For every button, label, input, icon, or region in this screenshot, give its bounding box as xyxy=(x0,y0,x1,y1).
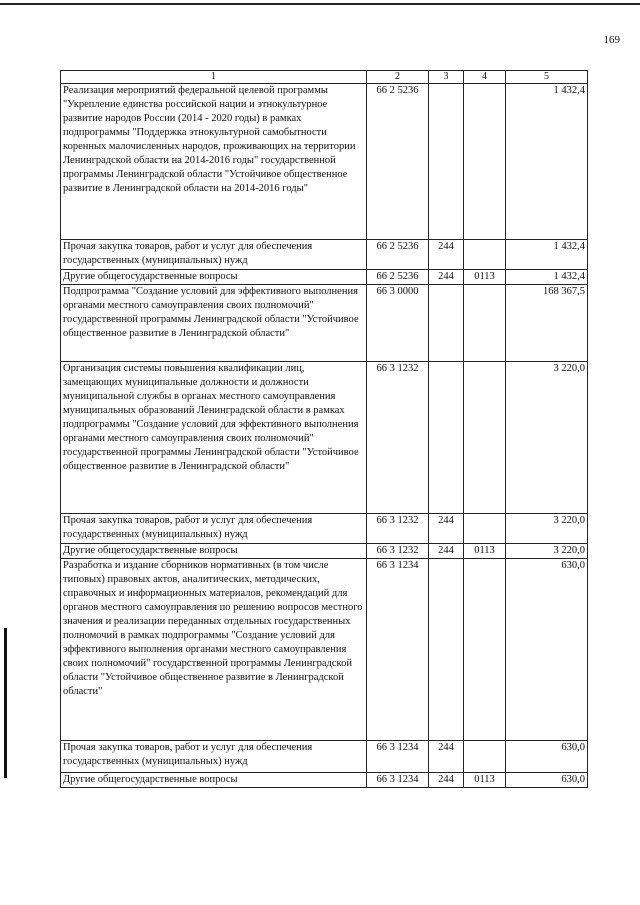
row-rz xyxy=(464,741,506,773)
table-row xyxy=(61,514,588,544)
row-sum: 630,0 xyxy=(506,559,588,741)
row-vr xyxy=(429,559,464,741)
row-code: 66 3 1232 xyxy=(367,362,429,514)
row-name: Прочая закупка товаров, работ и услуг для обеспечения государственных (муниципальных) нужд xyxy=(61,741,367,773)
row-vr: 244 xyxy=(429,270,464,285)
row-vr xyxy=(429,362,464,514)
row-sum: 1 432,4 xyxy=(506,84,588,240)
header-cell: 5 xyxy=(506,71,588,84)
row-code: 66 3 1234 xyxy=(367,773,429,788)
row-vr: 244 xyxy=(429,773,464,788)
page-number: 169 xyxy=(603,34,620,46)
header-cell: 1 xyxy=(61,71,367,84)
row-name: Подпрограмма "Создание условий для эффективного выполнения органами местного самоуправления своих полномочий" государственной программы Ленинградской области "Устойчивое общественное развитие в Ленинградской области" xyxy=(61,285,367,362)
top-rule xyxy=(0,3,640,5)
row-code: 66 2 5236 xyxy=(367,84,429,240)
row-name: Другие общегосударственные вопросы xyxy=(61,270,367,285)
row-name: Другие общегосударственные вопросы xyxy=(61,773,367,788)
row-rz: 0113 xyxy=(464,544,506,559)
row-vr: 244 xyxy=(429,544,464,559)
table-header-row xyxy=(61,71,588,84)
table-row xyxy=(61,285,588,362)
row-name: Организация системы повышения квалификации лиц, замещающих муниципальные должности и должности муниципальной службы в органах местного самоуправления муниципальных образований Ленинградской области в рамках подпрограммы "Создание условий для эффективного выполнения органами местного самоуправления своих полномочий" государственной программы Ленинградской области "Устойчивое общественное развитие в Ленинградской области" xyxy=(61,362,367,514)
row-code: 66 3 1234 xyxy=(367,741,429,773)
header-cell: 3 xyxy=(429,71,464,84)
row-name: Прочая закупка товаров, работ и услуг для обеспечения государственных (муниципальных) нужд xyxy=(61,514,367,544)
row-sum: 1 432,4 xyxy=(506,240,588,270)
row-name: Разработка и издание сборников нормативных (в том числе типовых) правовых актов, аналитических, методических, справочных и информационных материалов, рекомендаций для органов местного самоуправления по решению вопросов местного значения и реализации переданных отдельных государственных полномочий в рамках подпрограммы "Создание условий для эффективного выполнения органами местного самоуправления своих полномочий" государственной программы Ленинградской области "Устойчивое общественное развитие в Ленинградской области" xyxy=(61,559,367,741)
row-rz xyxy=(464,362,506,514)
table-row xyxy=(61,544,588,559)
table-row xyxy=(61,270,588,285)
row-code: 66 3 1232 xyxy=(367,544,429,559)
row-sum: 168 367,5 xyxy=(506,285,588,362)
row-vr xyxy=(429,285,464,362)
row-code: 66 3 1232 xyxy=(367,514,429,544)
row-sum: 630,0 xyxy=(506,773,588,788)
row-rz: 0113 xyxy=(464,773,506,788)
row-code: 66 3 1234 xyxy=(367,559,429,741)
scan-margin-mark xyxy=(4,628,7,778)
row-vr: 244 xyxy=(429,741,464,773)
row-vr: 244 xyxy=(429,514,464,544)
row-rz xyxy=(464,240,506,270)
header-cell: 2 xyxy=(367,71,429,84)
row-vr xyxy=(429,84,464,240)
row-sum: 3 220,0 xyxy=(506,514,588,544)
table-row xyxy=(61,773,588,788)
table-row xyxy=(61,559,588,741)
row-rz xyxy=(464,559,506,741)
row-rz xyxy=(464,84,506,240)
table-row xyxy=(61,362,588,514)
row-rz xyxy=(464,285,506,362)
budget-table xyxy=(60,70,588,788)
row-code: 66 2 5236 xyxy=(367,270,429,285)
row-code: 66 2 5236 xyxy=(367,240,429,270)
table-row xyxy=(61,84,588,240)
table-row xyxy=(61,240,588,270)
row-sum: 3 220,0 xyxy=(506,362,588,514)
row-sum: 630,0 xyxy=(506,741,588,773)
row-sum: 1 432,4 xyxy=(506,270,588,285)
row-sum: 3 220,0 xyxy=(506,544,588,559)
row-name: Реализация мероприятий федеральной целевой программы "Укрепление единства российской нации и этнокультурное развитие народов России (2014 - 2020 годы) в рамках подпрограммы "Поддержка этнокультурной самобытности коренных малочисленных народов, проживающих на территории Ленинградской области на 2014-2016 годы" государственной программы Ленинградской области "Устойчивое общественное развитие в Ленинградской области на 2014-2016 годы" xyxy=(61,84,367,240)
row-rz: 0113 xyxy=(464,270,506,285)
row-name: Другие общегосударственные вопросы xyxy=(61,544,367,559)
header-cell: 4 xyxy=(464,71,506,84)
row-code: 66 3 0000 xyxy=(367,285,429,362)
table-row xyxy=(61,741,588,773)
row-name: Прочая закупка товаров, работ и услуг для обеспечения государственных (муниципальных) нужд xyxy=(61,240,367,270)
row-vr: 244 xyxy=(429,240,464,270)
row-rz xyxy=(464,514,506,544)
